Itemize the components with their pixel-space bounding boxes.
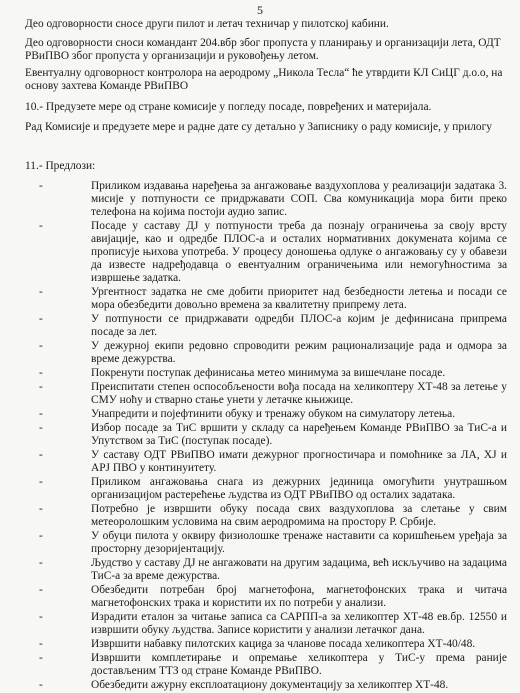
paragraph-responsibility-crew: Део одговорности сносе други пилот и летач техничар у пилотској кабини. [25, 18, 389, 30]
list-item: - Покренути поступак дефинисања метео минимума за вишечлане посаде. [25, 367, 507, 380]
proposals-list [25, 180, 507, 693]
list-item: - Израдити еталон за читање записа са САРПП-а за хеликоптер ХТ-48 ев.бр. 12550 и извршити обуку људства. Записе користити у анализи летачког дана. [25, 611, 507, 637]
section-11-heading: 11.- Предлози: [25, 160, 96, 172]
list-item: - Обезбедити ажурну експлоатациону документацију за хеликоптер ХТ-48. [25, 679, 507, 692]
list-item: - Преиспитати степен оспособљености вођа посада на хеликоптеру ХТ-48 за летење у СМУ ноћу и стварно стање унети у летачке књижице. [25, 381, 507, 407]
list-item: - Потребно је извршити обуку посада свих ваздухоплова за слетање у свим метеоролошким условима на свим аеродромима на простору Р. Србије. [25, 503, 507, 529]
section-10-text: Рад Комисије и предузете мере и радне дате су детаљно у Записнику о раду комисије, у прилогу [25, 121, 492, 133]
list-item: - Ургентност задатка не сме добити приоритет над безбедности летења и посади се мора обезбедити довољно времена за квалитетну припрему лета. [25, 286, 507, 312]
list-item: - Приликом ангажовања снага из дежурних јединица омогућити унутрашњом организацијом растерећење људства из ОДТ РВиПВО од осталих задатака. [25, 476, 507, 502]
list-item: - Избор посаде за ТиС вршити у складу са наређењем Команде РВиПВО за ТиС-а и Упутством за ТиС (поступак посаде). [25, 422, 507, 448]
list-item: - Посаде у саставу ДЈ у потпуности треба да познају ограничења за своју врсту авијације, као и одредбе ПЛОС-а и осталих нормативних докумената којима се прописује њихова употреба. У процесу доношења одлуке о ангажовању су у обавези да известе надређодавца о евентуалним ограничењима или немогућностима за извршење задатка. [25, 220, 507, 285]
list-item: - У потпуности се придржавати одредби ПЛОС-а којим је дефинисана припрема посаде за лет. [25, 313, 507, 339]
paragraph-responsibility-controller: Евентуалну одговорност контролора на аеродрому „Никола Тесла“ ће утврдити КЛ СиЦГ д.о.о, на основу захтева Команде РВиПВО [25, 67, 503, 93]
list-item: - У дежурној екипи редовно спроводити режим рационализације рада и одмора за време дежурства. [25, 340, 507, 366]
section-10-heading: 10.- Предузете мере од стране комисије у погледу посаде, повређених и материјала. [25, 101, 432, 113]
list-item: - Приликом издавања наређења за ангажовање ваздухоплова у реализацији задатака 3. мисије у потпуности се придржавати СОП. Сва комуникација мора бити преко телефона на којима постоји аудио запис. [25, 180, 507, 219]
page-number: 5 [257, 3, 263, 17]
list-item: - Унапредити и појефтинити обуку и тренажу обуком на симулатору летења. [25, 408, 507, 421]
list-item: - Људство у саставу ДЈ не ангажовати на другим задацима, већ искључиво на задацима ТиС-а за време дежурства. [25, 557, 507, 583]
list-item: - Обезбедити потребан број магнетофона, магнетофонских трака и читача магнетофонских трака и користити их по потреби у анализи. [25, 584, 507, 610]
list-item: - У саставу ОДТ РВиПВО имати дежурног прогностичара и помоћнике за ЛА, ХЈ и АРЈ ПВО у континуитету. [25, 449, 507, 475]
paragraph-responsibility-commander: Део одговорности сноси командант 204.вбр због пропуста у планирању и организацији лета, ОДТ РВиПВО због пропуста у организацији и руковођењу летом. [25, 37, 501, 63]
list-item: - Извршити набавку пилотских кациga за чланове посада хеликоптера ХТ-40/48. [25, 638, 507, 651]
list-item: - Извршити комплетирање и опремање хеликоптера у ТиС-у према раније достављеним ТТЗ од стране Команде РВиПВО. [25, 652, 507, 678]
list-item: - У обуци пилота у оквиру физиолошке тренаже наставити са коришћењем уређаја за просторну дезоријентацију. [25, 530, 507, 556]
